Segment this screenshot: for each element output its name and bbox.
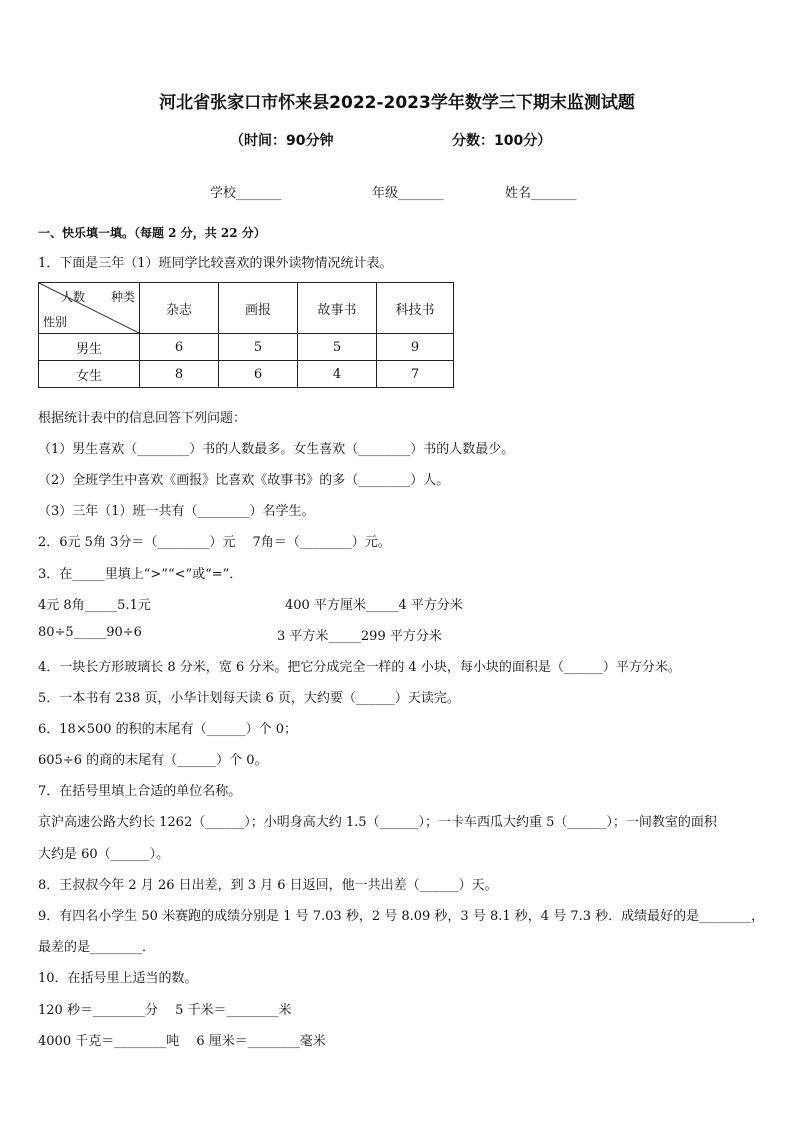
question-3: 3．在_____里填上“>”“<”或“=”． bbox=[38, 567, 243, 582]
statistics-table bbox=[38, 282, 454, 388]
question-7: 7．在括号里填上合适的单位名称。 bbox=[38, 784, 242, 799]
question-10: 10．在括号里上适当的数。 bbox=[38, 971, 198, 986]
corner-label-gender: 性别 bbox=[43, 315, 68, 329]
corner-label-category: 种类 bbox=[110, 290, 135, 304]
question-1: 1．下面是三年（1）班同学比较喜欢的课外读物情况统计表。 bbox=[38, 256, 393, 271]
table-cell: 5 bbox=[298, 334, 377, 361]
question-1-1: （1）男生喜欢（________）书的人数最多。女生喜欢（________）书的人数最少。 bbox=[38, 442, 515, 457]
table-row bbox=[39, 361, 454, 388]
question-10-a: 120 秒＝________分 5 千米＝________米 bbox=[38, 1003, 292, 1018]
table-header: 故事书 bbox=[298, 283, 377, 334]
table-header: 杂志 bbox=[140, 283, 219, 334]
grade-field: 年级_______ bbox=[372, 186, 444, 201]
table-cell: 7 bbox=[377, 361, 454, 388]
question-8: 8．王叔叔今年 2 月 26 日出差，到 3 月 6 日返回，他一共出差（______）天。 bbox=[38, 878, 498, 893]
table-corner-cell bbox=[39, 283, 140, 334]
question-2: 2．6元 5角 3分＝（________）元 7角＝（________）元。 bbox=[38, 535, 391, 550]
table-header: 画报 bbox=[219, 283, 298, 334]
question-9: 9．有四名小学生 50 米赛跑的成绩分别是 1 号 7.03 秒，2 号 8.09 秒，3 号 8.1 秒，4 号 7.3 秒．成绩最好的是________， bbox=[38, 909, 765, 924]
table-cell: 8 bbox=[140, 361, 219, 388]
table-row bbox=[39, 334, 454, 361]
question-7-b: 大约是 60（______）。 bbox=[38, 847, 170, 862]
exam-score: 分数：100分） bbox=[452, 133, 552, 149]
row-label: 男生 bbox=[39, 334, 140, 361]
table-header: 科技书 bbox=[377, 283, 454, 334]
table-cell: 6 bbox=[140, 334, 219, 361]
corner-label-count: 人数 bbox=[61, 290, 86, 304]
page-title: 河北省张家口市怀来县2022-2023学年数学三下期末监测试题 bbox=[159, 93, 635, 113]
question-1-intro: 根据统计表中的信息回答下列问题： bbox=[38, 411, 247, 426]
question-7-a: 京沪高速公路大约长 1262（______）；小明身高大约 1.5（______）；一卡车西瓜大约重 5（______）；一间教室的面积 bbox=[38, 815, 717, 830]
question-10-b: 4000 千克＝________吨 6 厘米＝________毫米 bbox=[38, 1034, 326, 1049]
table-cell: 6 bbox=[219, 361, 298, 388]
question-6: 6．18×500 的积的末尾有（______）个 0； bbox=[38, 722, 298, 737]
question-5: 5．一本书有 238 页，小华计划每天读 6 页，大约要（______）天读完。 bbox=[38, 691, 460, 706]
exam-time: （时间：90分钟 bbox=[230, 133, 334, 149]
question-3-b: 400 平方厘米_____4 平方分米 bbox=[285, 598, 463, 613]
question-6-b: 605÷6 的商的末尾有（______）个 0。 bbox=[38, 753, 268, 768]
school-field: 学校_______ bbox=[210, 186, 282, 201]
row-label: 女生 bbox=[39, 361, 140, 388]
question-9-b: 最差的是________． bbox=[38, 940, 156, 955]
question-3-d: 3 平方米_____299 平方分米 bbox=[277, 629, 442, 644]
table-cell: 5 bbox=[219, 334, 298, 361]
question-1-3: （3）三年（1）班一共有（________）名学生。 bbox=[38, 504, 315, 519]
question-3-c: 80÷5_____90÷6 bbox=[38, 625, 142, 640]
question-1-2: （2）全班学生中喜欢《画报》比喜欢《故事书》的多（________）人。 bbox=[38, 473, 450, 488]
name-field: 姓名_______ bbox=[505, 186, 577, 201]
table-cell: 9 bbox=[377, 334, 454, 361]
table-cell: 4 bbox=[298, 361, 377, 388]
section-title: 一、快乐填一填。（每题 2 分，共 22 分） bbox=[38, 226, 266, 240]
question-3-a: 4元 8角_____5.1元 bbox=[38, 598, 151, 613]
question-4: 4．一块长方形玻璃长 8 分米，宽 6 分米。把它分成完全一样的 4 小块，每小块的面积是（______）平方分米。 bbox=[38, 660, 681, 675]
